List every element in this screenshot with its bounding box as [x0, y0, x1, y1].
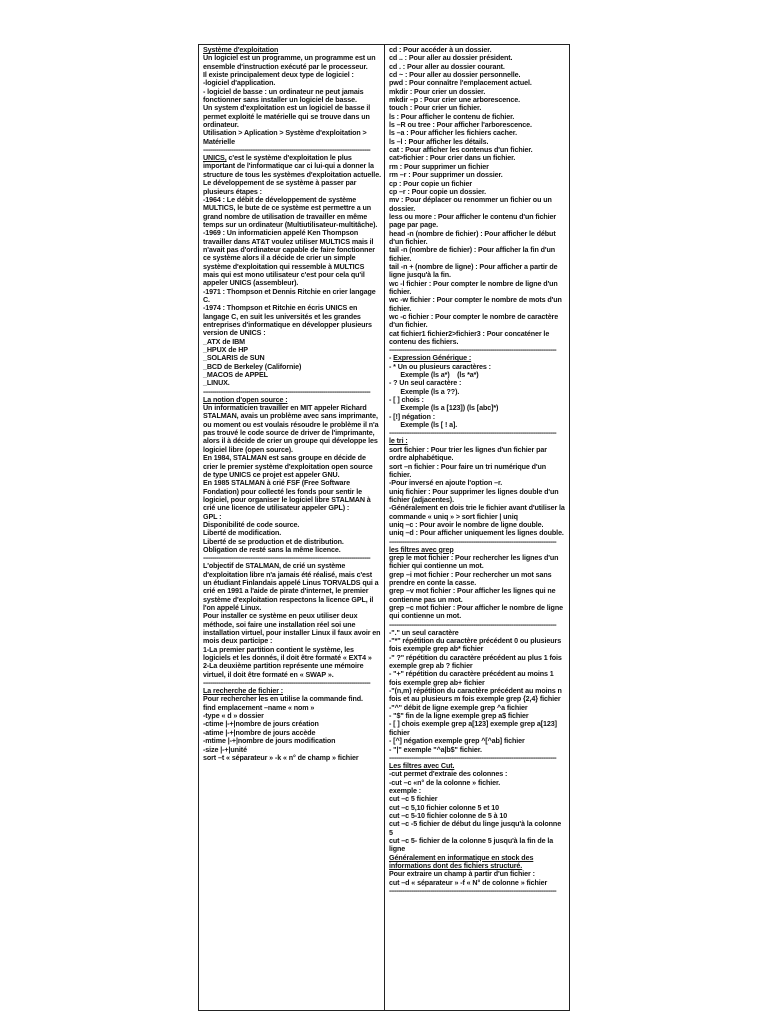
left-column — [199, 45, 384, 1010]
find-line: -type « d » dossier — [203, 712, 264, 721]
separator-line: ----------------------------------------------------------------------------------------- — [203, 679, 371, 688]
regex-line: -"^" débit de ligne exemple grep ^a fichier — [389, 703, 528, 712]
cut-line: cut –d « séparateur » -f « N° de colonne » fichier — [389, 878, 548, 887]
command-line: mv : Pour déplacer ou renommer un fichier ou un dossier. — [389, 196, 552, 213]
unics-item: _ATX de IBM — [203, 337, 246, 346]
command-line: cat : Pour afficher les contenus d'un fichier. — [389, 146, 533, 155]
os-title: Système d'exploitation — [203, 46, 279, 54]
linux-paragraph: 2-La deuxième partition représente une mémoire virtuel, il doit être formaté en « SWAP ». — [203, 662, 364, 679]
sort-line: -Généralement en dois trie le fichier avant d'utiliser la commande « uniq » > sort fichier | uniq — [389, 504, 565, 521]
commands-section — [389, 46, 566, 346]
command-line: rm –r : Pour supprimer un dossier. — [389, 171, 503, 180]
cut-line: cut –c 5,10 fichier colonne 5 et 10 — [389, 803, 500, 812]
find-line: -mtime |-+|nombre de jours modification — [203, 737, 336, 746]
opensource-paragraph: Un informaticien travailler en MIT appeler Richard STALMAN, avais un problème avec sans imprimante, ou moment ou est voulais résoudre le problème il n'a pas trouvé le code source de driver de l'imprimante, alors il à décide de crier un groupe qui développe les logiciel libre (open source). — [203, 404, 379, 454]
sort-line: uniq –c : Pour avoir le nombre de ligne double. — [389, 520, 544, 529]
command-line: pwd : Pour connaître l'emplacement actuel. — [389, 79, 532, 88]
linux-section — [203, 562, 381, 679]
command-line: rm : Pour supprimer un fichier — [389, 162, 489, 171]
command-line: ls –a : Pour afficher les fichiers cacher. — [389, 129, 517, 138]
expression-line: Exemple (ls [ ! a]. — [389, 421, 458, 430]
command-line: cp –r : Pour copie un dossier. — [389, 187, 486, 196]
separator-line: ----------------------------------------------------------------------------------------- — [203, 554, 371, 563]
opensource-section — [203, 396, 381, 555]
separator-line: ----------------------------------------------------------------------------------------- — [389, 753, 557, 762]
command-line: cat>fichier : Pour crier dans un fichier. — [389, 154, 516, 163]
expression-line: Exemple (ls a [123]) (ls [abc]*) — [389, 404, 499, 413]
sort-line: uniq fichier : Pour supprimer les lignes double d'un fichier (adjacentes). — [389, 487, 559, 504]
cut-line: cut –c -5 fichier de début du linge jusqu'à la colonne 5 — [389, 820, 562, 837]
command-line: less ou more : Pour afficher le contenu d'un fichier page par page. — [389, 212, 557, 230]
command-line: cd ~ : Pour aller au dossier personnelle. — [389, 71, 521, 80]
unics-item: _SOLARIS de SUN — [203, 354, 265, 363]
find-line: Pour rechercher les en utilise la commande find. — [203, 695, 363, 704]
separator-line: ----------------------------------------------------------------------------------------- — [389, 620, 557, 629]
cut-line: Pour extraire un champ à partir d'un fichier : — [389, 870, 535, 879]
separator-line: ----------------------------------------------------------------------------------------- — [203, 146, 371, 155]
grep-line: grep –i mot fichier : Pour rechercher un mot sans prendre en conte la casse. — [389, 570, 552, 587]
cut-line: -cut –c «n° de la colonne » fichier. — [389, 778, 501, 787]
grep-section — [389, 546, 566, 621]
command-line: tail -n (nombre de fichier) : Pour afficher la fin d'un fichier. — [389, 246, 555, 263]
command-line: mkdir –p : Pour crier une arborescence. — [389, 96, 521, 105]
unics-item: -1971 : Thompson et Dennis Ritchie en crier langage C. — [203, 287, 376, 304]
command-line: ls : Pour afficher le contenu de fichier. — [389, 112, 515, 121]
os-paragraph: Un logiciel est un programme, un programme est un ensemble d'instruction exécuté par le processeur. — [203, 54, 376, 71]
find-line: -atime |-+|nombre de jours accède — [203, 728, 316, 737]
os-paragraph: Un system d'exploitation est un logiciel de basse il permet exploité le matérielle qui se trouve dans un ordinateur. — [203, 104, 371, 130]
cut-line: exemple : — [389, 786, 422, 795]
separator-line: ----------------------------------------------------------------------------------------- — [389, 537, 557, 546]
os-paragraph: Il existe principalement deux type de logiciel : — [203, 71, 354, 80]
cut-line: cut –c 5-10 fichier colonne de 5 à 10 — [389, 811, 508, 820]
linux-paragraph: Pour installer ce système en peux utiliser deux méthode, soi faire une installation réel soi une installation virtuel, pour installer Linux il faux avoir en mois deux participe : — [203, 612, 381, 646]
structured-files-title: Généralement en informatique en stock des informations dont des fichiers structuré. — [389, 853, 534, 870]
expression-line: - [ ] chois : — [389, 396, 424, 405]
opensource-paragraph: Obligation de resté sans la même licence. — [203, 545, 341, 554]
cut-section — [389, 762, 566, 887]
regex-line: - "|" exemple "^a|b$" fichier. — [389, 745, 482, 754]
separator-line: ----------------------------------------------------------------------------------------- — [389, 346, 557, 355]
command-line: cd : Pour accéder à un dossier. — [389, 46, 492, 54]
sort-line: sort –n fichier : Pour faire un tri numérique d'un fichier. — [389, 462, 546, 479]
regex-line: - "+" répétition du caractère précédent au moins 1 fois exemple grep ab+ fichier — [389, 670, 554, 687]
unics-item: -1969 : Un informaticien appelé Ken Thompson travailler dans AT&T voulez utiliser MULTICS mais il n'avait pas d'ordinateur capable de faire fonctionner ce système alors il a décide de crier un simple système d'exploitation qui ressemble à MULTICS mais qui est mono utilisateur c'est pour cela qu'il appeler UNICS (assembleur). — [203, 229, 375, 288]
command-line: cd .. : Pour aller au dossier président. — [389, 54, 513, 63]
os-section — [203, 46, 381, 146]
command-line: ls –l : Pour afficher les détails. — [389, 137, 489, 146]
command-line: ls –R ou tree : Pour afficher l'arborescence. — [389, 121, 532, 130]
expression-line: - ? Un seul caractère : — [389, 379, 462, 388]
separator-line: ----------------------------------------------------------------------------------------- — [203, 387, 371, 396]
unics-item: _BCD de Berkeley (Californie) — [203, 362, 302, 371]
unics-item: -1974 : Thompson et Ritchie en écris UNICS en langage C, en suit les universités et les grandes entreprises d'informatique en développer plusieurs version de UNICS : — [203, 304, 372, 338]
command-line: wc -w fichier : Pour compter le nombre de mots d'un fichier. — [389, 296, 562, 313]
command-line: mkdir : Pour crier un dossier. — [389, 87, 486, 96]
command-line: tail -n + (nombre de ligne) : Pour afficher a partir de ligne jusqu'à la fin. — [389, 262, 558, 280]
os-paragraph: Utilisation > Aplication > Système d'exploitation > Matérielle — [203, 129, 367, 146]
regex-line: -" ?" répétition du caractère précédent au plus 1 fois exemple grep ab ? fichier — [389, 653, 562, 671]
linux-paragraph: L'objectif de STALMAN, de crié un système d'exploitation libre n'a jamais été réalisé, mais c'est un étudiant Finlandais appelé Linus TORVALDS qui a crié en 1991 a l'aide de pirate d'internet, le premier système d'exploitation respectons la licence GPL, il l'on appelé Linux. — [203, 562, 379, 612]
unics-item: _MACOS de APPEL — [203, 371, 268, 380]
opensource-paragraph: Disponibilité de code source. — [203, 520, 300, 529]
opensource-paragraph: Liberté de se production et de distribution. — [203, 537, 344, 546]
command-line: cp : Pour copie un fichier — [389, 179, 473, 188]
regex-line: - "$" fin de la ligne exemple grep a$ fichier — [389, 712, 529, 721]
command-line: touch : Pour crier un fichier. — [389, 104, 482, 113]
os-paragraph: -logiciel d'application. — [203, 79, 276, 88]
command-line: wc -l fichier : Pour compter le nombre de ligne d'un fichier. — [389, 279, 558, 296]
find-section — [203, 687, 381, 762]
separator-line: ----------------------------------------------------------------------------------------- — [389, 887, 557, 895]
grep-line: grep –c mot fichier : Pour afficher le nombre de ligne qui contienne un mot. — [389, 604, 563, 621]
opensource-paragraph: En 1985 STALMAN à crié FSF (Free Software Fondation) pour collecté les fonds pour sentir le logiciel, pour organiser le logiciel libre STALMAN à crié une licence de utilisateur appeler GPL) : — [203, 479, 371, 513]
unics-title: UNICS, — [203, 154, 227, 163]
expression-line: Exemple (ls a ??). — [389, 387, 460, 396]
sort-line: sort fichier : Pour trier les lignes d'un fichier par ordre alphabétique. — [389, 445, 547, 463]
expression-title: Expression Générique : — [393, 354, 472, 363]
sort-section — [389, 437, 566, 537]
opensource-paragraph: Liberté de modification. — [203, 529, 282, 538]
unics-item: -1964 : Le débit de développement de système MULTICS, le bute de ce système est permettre a un grand nombre de utilisation de travailler en même temps sur un ordinateur (Multiutilisateur-multitâche). — [203, 195, 378, 229]
unics-item: _HPUX de HP — [203, 346, 248, 355]
command-line: cat fichier1 fichier2>fichier3 : Pour concaténer le contenu des fichiers. — [389, 329, 550, 347]
opensource-paragraph: GPL : — [203, 512, 222, 521]
right-column — [384, 45, 569, 1010]
os-paragraph: - logiciel de basse : un ordinateur ne peut jamais fonctionner sans installer un logiciel de basse. — [203, 87, 364, 105]
command-line: cd . : Pour aller au dossier courant. — [389, 62, 505, 71]
unics-item: _LINUX. — [203, 379, 230, 388]
cut-title: Les filtres avec Cut. — [389, 761, 455, 770]
cut-line: -cut permet d'extraie des colonnes : — [389, 770, 508, 779]
sort-line: uniq –d : Pour afficher uniquement les lignes double. — [389, 529, 564, 538]
expression-line: - [!] négation : — [389, 412, 435, 421]
regex-line: -"." un seul caractère — [389, 628, 459, 637]
regex-line: -"*" répétition du caractère précédent 0 ou plusieurs fois exemple grep ab* fichier — [389, 637, 562, 654]
unics-section — [203, 154, 381, 388]
sort-line: -Pour inversé en ajoute l'option –r. — [389, 479, 503, 488]
sort-title: le tri : — [389, 437, 408, 446]
command-line: head -n (nombre de fichier) : Pour afficher le début d'un fichier. — [389, 229, 556, 246]
unics-lead: c'est le système d'exploitation le plus important de l'informatique car ci lui-qui a donner la structure de tous les systèmes d'exploitation actuelle. Le développement de se système à passer par plusieurs étapes : — [203, 154, 381, 196]
opensource-paragraph: En 1984, STALMAN est sans groupe en décide de crier le premier système d'exploitation open source de type UNICS ce projet est appeler GNU. — [203, 454, 373, 479]
expression-line: Exemple (ls a*) (ls *a*) — [389, 371, 479, 380]
regex-section — [389, 629, 566, 754]
find-line: -ctime |-+|nombre de jours création — [203, 720, 319, 729]
expression-line: - * Un ou plusieurs caractères : — [389, 362, 491, 371]
expression-section: - Expression Générique : - * Un ou plusieurs caractères : Exemple (ls a*) (ls *a*) - ? Un seul caractère : Exemple (ls a ??). - [ ] chois : Exemple (ls a [123]) (ls [abc]*) - [!] négation : Exemple (ls [ ! a]. — [389, 354, 566, 429]
command-line: wc -c fichier : Pour compter le nombre de caractère d'un fichier. — [389, 313, 559, 330]
find-line: find emplacement –name « nom » — [203, 703, 315, 712]
linux-paragraph: 1-La premier partition contient le système, les logiciels et les donnés, il doit être formaté « EXT4 » — [203, 645, 372, 663]
document-sheet — [198, 44, 570, 1011]
grep-line: grep le mot fichier : Pour rechercher les lignes d'un fichier qui contienne un mot. — [389, 553, 559, 571]
find-line: -size |-+|unité — [203, 745, 247, 754]
grep-title: les filtres avec grep — [389, 545, 454, 554]
find-title: La recherche de fichier : — [203, 687, 284, 696]
cut-line: cut –c 5 fichier — [389, 795, 438, 804]
find-line: sort –t « séparateur » -k « n° de champ » fichier — [203, 753, 359, 762]
grep-line: grep –v mot fichier : Pour afficher les lignes qui ne contienne pas un mot. — [389, 587, 556, 604]
cut-line: cut –c 5- fichier de la colonne 5 jusqu'à la fin de la ligne — [389, 836, 554, 854]
regex-line: - [ ] chois exemple grep a[123] exemple grep a[123] fichier — [389, 720, 557, 737]
separator-line: ----------------------------------------------------------------------------------------- — [389, 429, 557, 438]
regex-line: -"(n,m) répétition du caractère précédent au moins n fois et au plusieurs m fois exemple grep {2,4} fichier — [389, 687, 562, 704]
opensource-title: La notion d'open source : — [203, 395, 288, 404]
regex-line: - [^] négation exemple grep ^[^ab] fichier — [389, 737, 525, 746]
